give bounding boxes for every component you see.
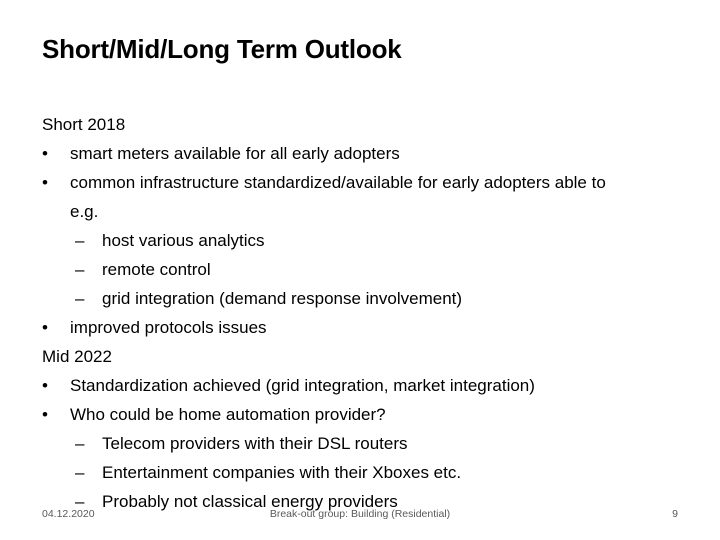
dash-marker: – xyxy=(75,463,85,482)
dash-marker: – xyxy=(75,289,85,308)
bullet-text: smart meters available for all early adopters xyxy=(70,144,400,163)
slide-body xyxy=(42,110,692,516)
sub-bullet-text: grid integration (demand response involvement) xyxy=(102,289,463,308)
dash-marker: – xyxy=(75,231,85,250)
bullet-item xyxy=(42,400,692,429)
slide-title: Short/Mid/Long Term Outlook xyxy=(42,34,402,64)
bullet-item xyxy=(42,139,692,168)
sub-bullet-item xyxy=(42,458,692,487)
bullet-text: Who could be home automation provider? xyxy=(70,405,386,424)
bullet-text: improved protocols issues xyxy=(70,318,267,337)
sub-bullet-item xyxy=(42,429,692,458)
page-number: 9 xyxy=(672,508,678,520)
bullet-marker: • xyxy=(42,173,48,192)
bullet-marker: • xyxy=(42,376,48,395)
dash-marker: – xyxy=(75,434,85,453)
sub-bullet-text: remote control xyxy=(102,260,211,279)
bullet-item xyxy=(42,371,692,400)
bullet-marker: • xyxy=(42,318,48,337)
dash-marker: – xyxy=(75,492,85,511)
sub-bullet-item xyxy=(42,226,692,255)
bullet-text-continuation: e.g. xyxy=(70,202,99,221)
bullet-marker: • xyxy=(42,405,48,424)
bullet-item xyxy=(42,168,692,226)
sub-bullet-text: Telecom providers with their DSL routers xyxy=(102,434,408,453)
bullet-text: Standardization achieved (grid integration, market integration) xyxy=(70,376,535,395)
bullet-text: common infrastructure standardized/available for early adopters able to xyxy=(70,173,606,192)
section-heading-short: Short 2018 xyxy=(42,115,126,134)
footer-date: 04.12.2020 xyxy=(42,508,95,520)
bullet-item xyxy=(42,313,692,342)
dash-marker: – xyxy=(75,260,85,279)
bullet-marker: • xyxy=(42,144,48,163)
sub-bullet-item xyxy=(42,284,692,313)
sub-bullet-text: host various analytics xyxy=(102,231,265,250)
sub-bullet-text: Probably not classical energy providers xyxy=(102,492,398,511)
sub-bullet-text: Entertainment companies with their Xboxes etc. xyxy=(102,463,462,482)
section-heading-mid: Mid 2022 xyxy=(42,347,112,366)
sub-bullet-item xyxy=(42,255,692,284)
footer-title: Break-out group: Building (Residential) xyxy=(269,508,451,520)
